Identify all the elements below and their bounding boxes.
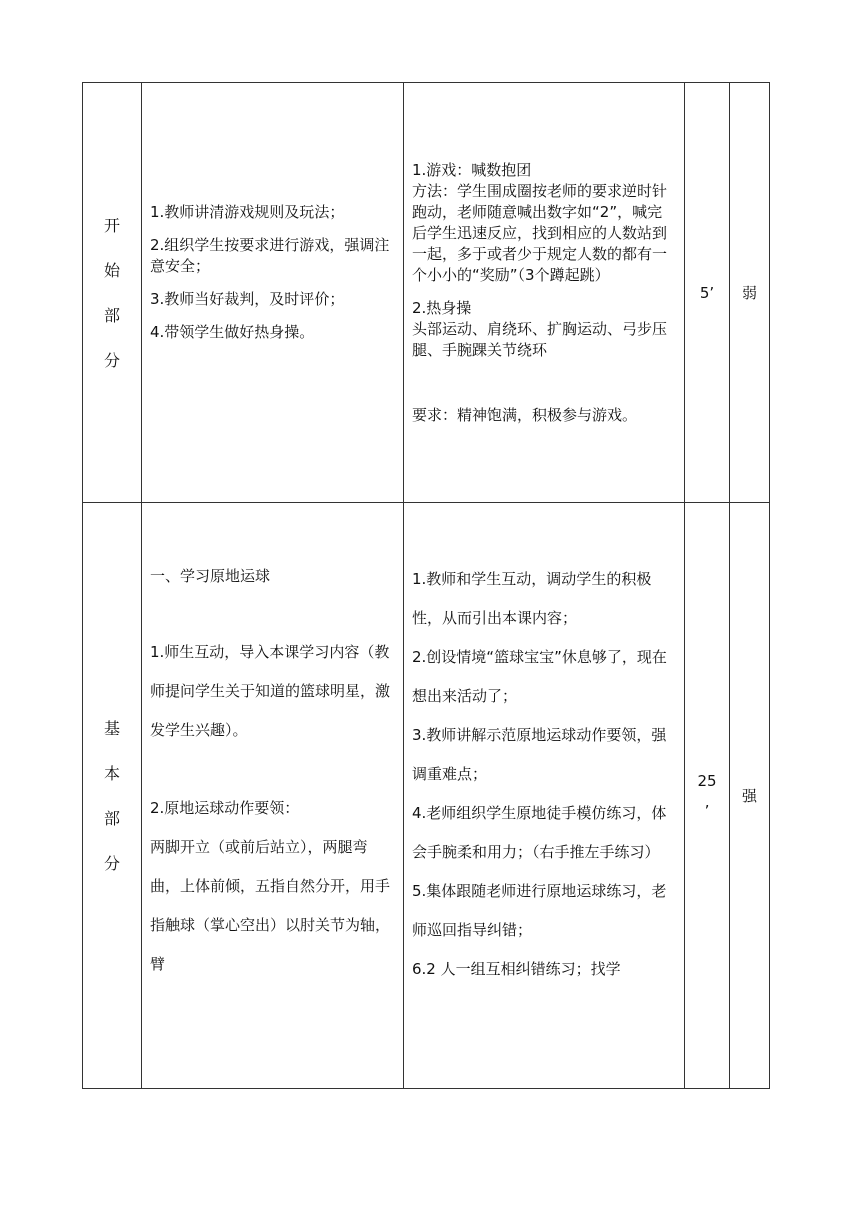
student-item: 4.老师组织学生原地徒手模仿练习，体会手腕柔和用力；（右手推左手练习） (412, 804, 667, 861)
teacher-item: 3.教师当好裁判，及时评价； (150, 290, 345, 308)
technique-title: 2.原地运球动作要领： (150, 799, 300, 817)
table-row-basic (83, 503, 770, 1089)
section-char: 基 (103, 718, 120, 738)
student-item: 6.2 人一组互相纠错练习；找学 (412, 960, 621, 978)
student-item: 1.教师和学生互动，调动学生的积极性，从而引出本课内容； (412, 570, 652, 627)
section-char: 部 (103, 305, 120, 325)
teacher-item: 2.组织学生按要求进行游戏，强调注意安全； (150, 236, 390, 275)
basic-heading: 一、学习原地运球 (150, 567, 271, 585)
section-char: 分 (103, 853, 120, 873)
time-line: 25 (697, 771, 717, 790)
section-char: 部 (103, 808, 120, 828)
student-item: 5.集体跟随老师进行原地运球练习，老师巡回指导纠错； (412, 882, 667, 939)
student-item: 2.创设情境“篮球宝宝”休息够了，现在想出来活动了； (412, 648, 667, 705)
time-basic (685, 503, 730, 1089)
warmup-desc: 头部运动、肩绕环、扩胸运动、弓步压腿、手腕踝关节绕环 (412, 319, 668, 359)
table-row-start (83, 83, 770, 503)
section-label-basic (83, 503, 142, 1089)
section-label-start (83, 83, 142, 503)
time-start: 5’ (685, 83, 730, 503)
intensity-start: 弱 (730, 83, 770, 503)
teacher-item: 4.带领学生做好热身操。 (150, 323, 315, 341)
section-char: 分 (103, 350, 120, 370)
warmup-title: 2.热身操 (412, 298, 472, 317)
section-char: 始 (103, 260, 120, 280)
student-activities-start (404, 83, 685, 503)
game-title: 1.游戏：喊数抱团 (412, 160, 532, 179)
intensity-basic: 强 (730, 503, 770, 1089)
time-line: ’ (704, 801, 710, 820)
game-method: 方法：学生围成圈按老师的要求逆时针跑动，老师随意喊出数字如“2”，喊完后学生迅速反应，找到相应的人数站到一起，多于或者少于规定人数的都有一个小小的“奖励”（3个蹲起跳） (412, 181, 668, 284)
lesson-plan-table (82, 82, 770, 1089)
teacher-item: 1.教师讲清游戏规则及玩法； (150, 203, 345, 221)
requirement: 要求：精神饱满，积极参与游戏。 (412, 405, 638, 424)
student-item: 3.教师讲解示范原地运球动作要领，强调重难点； (412, 726, 667, 783)
teacher-item: 1.师生互动，导入本课学习内容（教师提问学生关于知道的篮球明星，激发学生兴趣）。 (150, 643, 391, 739)
section-char: 开 (103, 215, 120, 235)
technique-desc: 两脚开立（或前后站立），两腿弯曲，上体前倾，五指自然分开，用手指触球（掌心空出）以肘关节为轴，臂 (150, 838, 391, 973)
teacher-activities-basic (142, 503, 404, 1089)
teacher-activities-start (142, 83, 404, 503)
student-activities-basic (404, 503, 685, 1089)
section-char: 本 (103, 763, 120, 783)
